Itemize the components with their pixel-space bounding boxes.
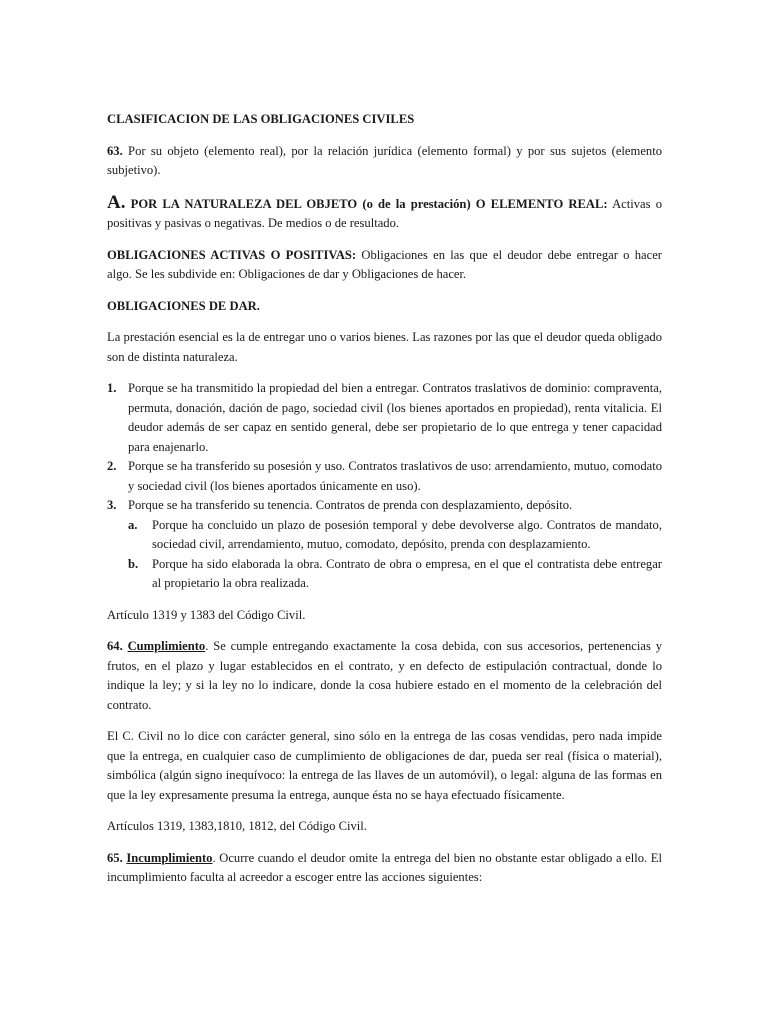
list-item xyxy=(107,457,662,496)
document-title: CLASIFICACION DE LAS OBLIGACIONES CIVILES xyxy=(107,112,415,126)
sub-list-item xyxy=(128,516,662,555)
paragraph-number: 65. xyxy=(107,850,123,865)
list-item-text: Porque se ha transferido su posesión y uso. Contratos traslativos de uso: arrendamiento, mutuo, comodato y sociedad civil (los bienes aportados únicamente en uso). xyxy=(128,459,662,493)
paragraph-text: . Se cumple entregando exactamente la cosa debida, con sus accesorios, pertenencias y frutos, en el plazo y lugar establecidos en el contrato, y en defecto de estipulación contractual, donde lo indique la ley; y si la ley no lo indicare, donde la cosa hubiere estado en el momento de la celebración del contrato. xyxy=(107,639,662,712)
sub-list-marker: b. xyxy=(128,556,139,571)
paragraph-activas xyxy=(107,246,662,285)
paragraph-63 xyxy=(107,142,662,181)
sub-list-item-text: Porque ha concluido un plazo de posesión temporal y debe devolverse algo. Contratos de mandato, sociedad civil, arrendamiento, mutuo, comodato, depósito, prenda con desplazamiento. xyxy=(152,517,662,551)
list-marker: 1. xyxy=(107,381,117,395)
activas-heading: OBLIGACIONES ACTIVAS O POSITIVAS: xyxy=(107,247,357,262)
list-item-text: Porque se ha transferido su tenencia. Contratos de prenda con desplazamiento, depósito. xyxy=(128,498,573,512)
paragraph-text: Por su objeto (elemento real), por la relación jurídica (elemento formal) y por sus sujetos (elemento subjetivo). xyxy=(107,143,662,177)
list-item xyxy=(107,496,662,594)
activas-text: Obligaciones en las que el deudor debe entregar o hacer algo. Se les subdivide en: Obligaciones de dar y Obligaciones de hacer. xyxy=(107,247,662,281)
article-reference-1: Artículo 1319 y 1383 del Código Civil. xyxy=(107,607,306,622)
section-heading: POR LA NATURALEZA DEL OBJETO (o de la prestación) O ELEMENTO REAL: xyxy=(125,196,608,211)
section-a xyxy=(107,193,662,234)
paragraph-intro: La prestación esencial es la de entregar uno o varios bienes. Las razones por las que el deudor queda obligado son de distinta naturaleza. xyxy=(107,330,662,364)
paragraph-number: 63. xyxy=(107,143,123,158)
paragraph-separator: . xyxy=(119,639,128,653)
sub-list-item-text: Porque ha sido elaborada la obra. Contrato de obra o empresa, en el que el contratista debe entregar al propietario la obra realizada. xyxy=(152,556,662,590)
document-body xyxy=(107,110,662,900)
sub-list xyxy=(128,516,662,594)
sub-list-marker: a. xyxy=(128,517,138,532)
list-marker: 3. xyxy=(107,498,117,512)
sub-list-item xyxy=(128,555,662,594)
paragraph-65 xyxy=(107,849,662,888)
paragraph-64 xyxy=(107,637,662,715)
section-letter: A. xyxy=(107,191,126,213)
paragraph-number: 64 xyxy=(107,639,120,653)
term-incumplimiento: Incumplimiento xyxy=(126,850,213,865)
list-item-text: Porque se ha transmitido la propiedad del bien a entregar. Contratos traslativos de dominio: compraventa, permuta, donación, dación de pago, sociedad civil (los bienes aportados en propiedad), renta vitalicia. El deudor además de ser capaz en sentido general, debe ser propietario de lo que entrega y tener capacidad para enajenarlo. xyxy=(128,381,662,454)
list-item xyxy=(107,379,662,457)
reasons-list xyxy=(107,379,662,594)
paragraph-text: . Ocurre cuando el deudor omite la entrega del bien no obstante estar obligado a ello. El incumplimiento faculta al acreedor a escoger entre las acciones siguientes: xyxy=(107,850,662,884)
article-reference-2: Artículos 1319, 1383,1810, 1812, del Código Civil. xyxy=(107,819,367,833)
list-marker: 2. xyxy=(107,459,117,473)
term-cumplimiento: Cumplimiento xyxy=(127,639,206,653)
heading-obligaciones-dar: OBLIGACIONES DE DAR. xyxy=(107,298,260,313)
paragraph-codigo-civil: El C. Civil no lo dice con carácter general, sino sólo en la entrega de las cosas vendidas, pero nada impide que la entrega, en cualquier caso de cumplimiento de obligaciones de dar, pueda ser real (física o material), simbólica (algún signo inequívoco: la entrega de las llaves de un automóvil), o legal: alguna de las formas en que la ley expresamente presuma la entrega, aunque ésta no se haya efectuado físicamente. xyxy=(107,729,662,802)
section-text: Activas o positivas y pasivas o negativas. De medios o de resultado. xyxy=(107,196,662,230)
